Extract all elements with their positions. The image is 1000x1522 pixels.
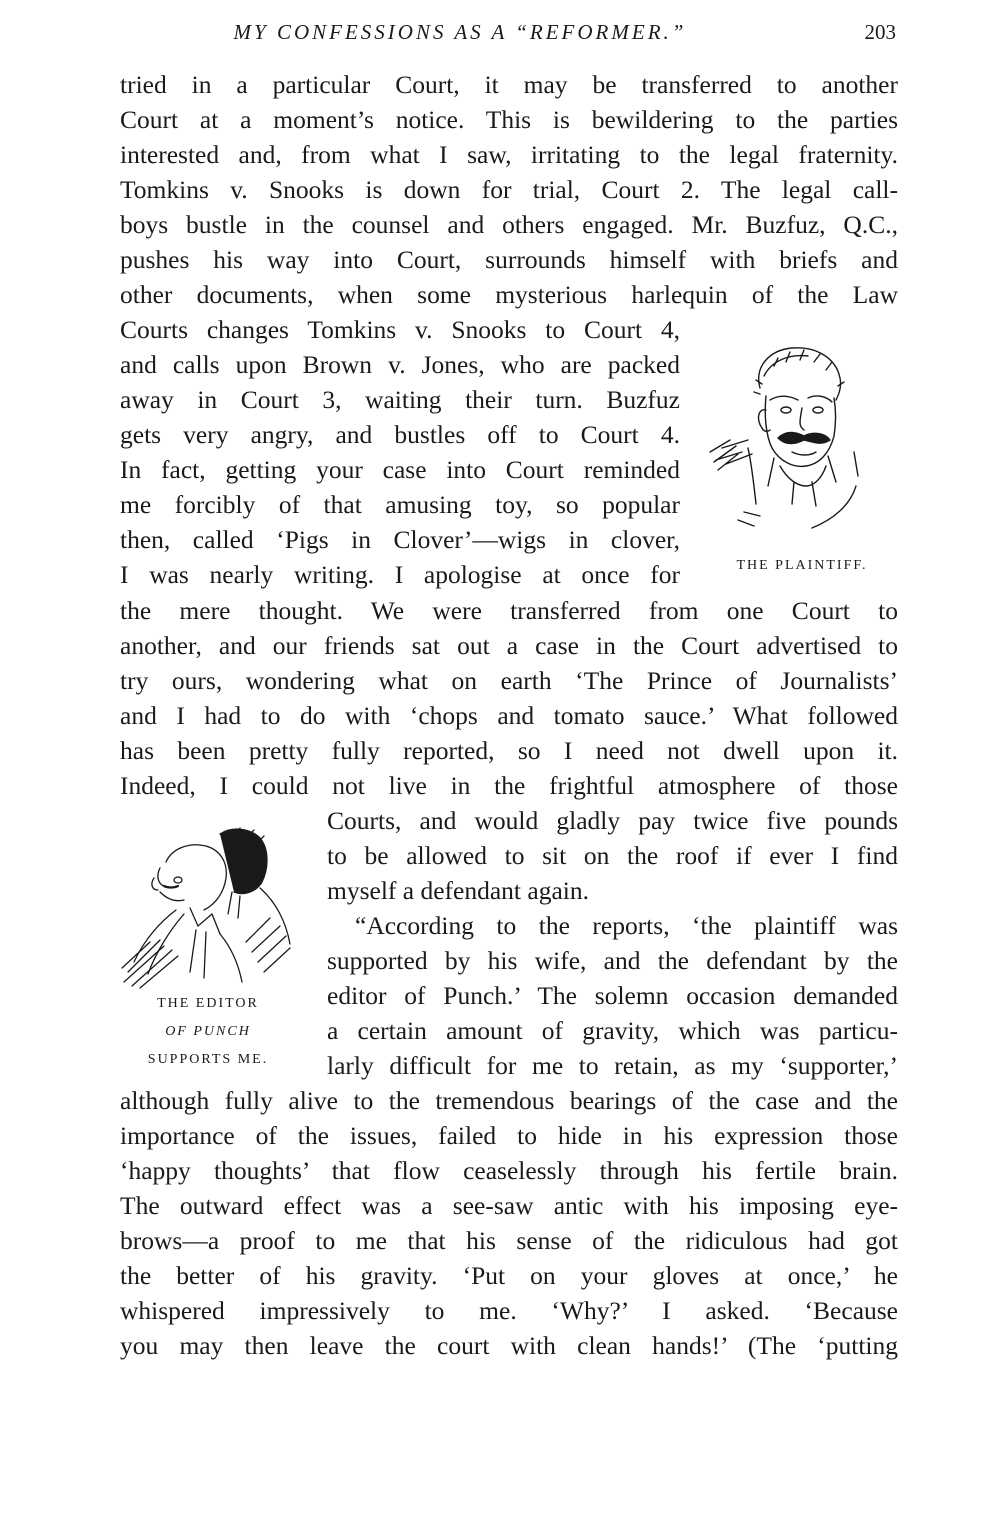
body-line: Indeed, I could not live in the frightful atmosphere of those xyxy=(120,771,898,800)
body-line: then, called ‘Pigs in Clover’—wigs in clover, xyxy=(120,525,680,554)
plaintiff-caption: THE PLAINTIFF. xyxy=(736,558,868,573)
body-line: to be allowed to sit on the roof if ever I find xyxy=(327,841,898,870)
body-line: brows—a proof to me that his sense of the ridiculous had got xyxy=(120,1226,898,1255)
body-line: larly difficult for me to retain, as my ‘supporter,’ xyxy=(327,1051,898,1080)
body-line: boys bustle in the counsel and others engaged. Mr. Buzfuz, Q.C., xyxy=(120,210,898,239)
body-line: supported by his wife, and the defendant by the xyxy=(327,946,898,975)
page-number: 203 xyxy=(864,20,896,44)
body-line: away in Court 3, waiting their turn. Buzfuz xyxy=(120,385,680,414)
body-line: editor of Punch.’ The solemn occasion demanded xyxy=(327,981,898,1010)
body-line: I was nearly writing. I apologise at once for xyxy=(120,560,680,589)
body-line: the better of his gravity. ‘Put on your gloves at once,’ he xyxy=(120,1261,898,1290)
body-line: In fact, getting your case into Court reminded xyxy=(120,455,680,484)
body-line: pushes his way into Court, surrounds himself with briefs and xyxy=(120,245,898,274)
body-line: the mere thought. We were transferred from one Court to xyxy=(120,596,898,625)
body-line: gets very angry, and bustles off to Court 4. xyxy=(120,420,680,449)
body-line: The outward effect was a see-saw antic with his imposing eye- xyxy=(120,1191,898,1220)
body-line: other documents, when some mysterious harlequin of the Law xyxy=(120,280,898,309)
body-line: Court at a moment’s notice. This is bewildering to the parties xyxy=(120,105,898,134)
running-title: MY CONFESSIONS AS A “REFORMER.” xyxy=(233,20,687,44)
body-line: me forcibly of that amusing toy, so popular xyxy=(120,490,680,519)
page-header xyxy=(0,18,1000,50)
plaintiff-portrait xyxy=(708,336,872,534)
body-line: interested and, from what I saw, irritating to the legal fraternity. xyxy=(120,140,898,169)
body-line: you may then leave the court with clean hands!’ (The ‘putting xyxy=(120,1331,898,1360)
body-line: Courts, and would gladly pay twice five pounds xyxy=(327,806,898,835)
body-line: myself a defendant again. xyxy=(327,876,589,905)
body-line: and I had to do with ‘chops and tomato sauce.’ What followed xyxy=(120,701,898,730)
body-line: Courts changes Tomkins v. Snooks to Court 4, xyxy=(120,315,680,344)
body-line: although fully alive to the tremendous bearings of the case and the xyxy=(120,1086,898,1115)
body-line: a certain amount of gravity, which was particu- xyxy=(327,1016,898,1045)
body-line: try ours, wondering what on earth ‘The Prince of Journalists’ xyxy=(120,666,898,695)
body-line: Tomkins v. Snooks is down for trial, Court 2. The legal call- xyxy=(120,175,898,204)
body-line: has been pretty fully reported, so I need not dwell upon it. xyxy=(120,736,898,765)
body-line: and calls upon Brown v. Jones, who are packed xyxy=(120,350,680,379)
editor-caption-line: THE EDITOR xyxy=(157,996,259,1011)
body-line: importance of the issues, failed to hide in his expression those xyxy=(120,1121,898,1150)
body-line: “According to the reports, ‘the plaintiff was xyxy=(355,911,898,940)
editor-portrait xyxy=(120,822,300,990)
body-line: another, and our friends sat out a case in the Court advertised to xyxy=(120,631,898,660)
body-line: tried in a particular Court, it may be transferred to another xyxy=(120,70,898,99)
body-line: ‘happy thoughts’ that flow ceaselessly through his fertile brain. xyxy=(120,1156,898,1185)
editor-caption-line: SUPPORTS ME. xyxy=(147,1052,269,1067)
editor-caption-line: OF PUNCH xyxy=(165,1024,251,1039)
body-line: whispered impressively to me. ‘Why?’ I asked. ‘Because xyxy=(120,1296,898,1325)
